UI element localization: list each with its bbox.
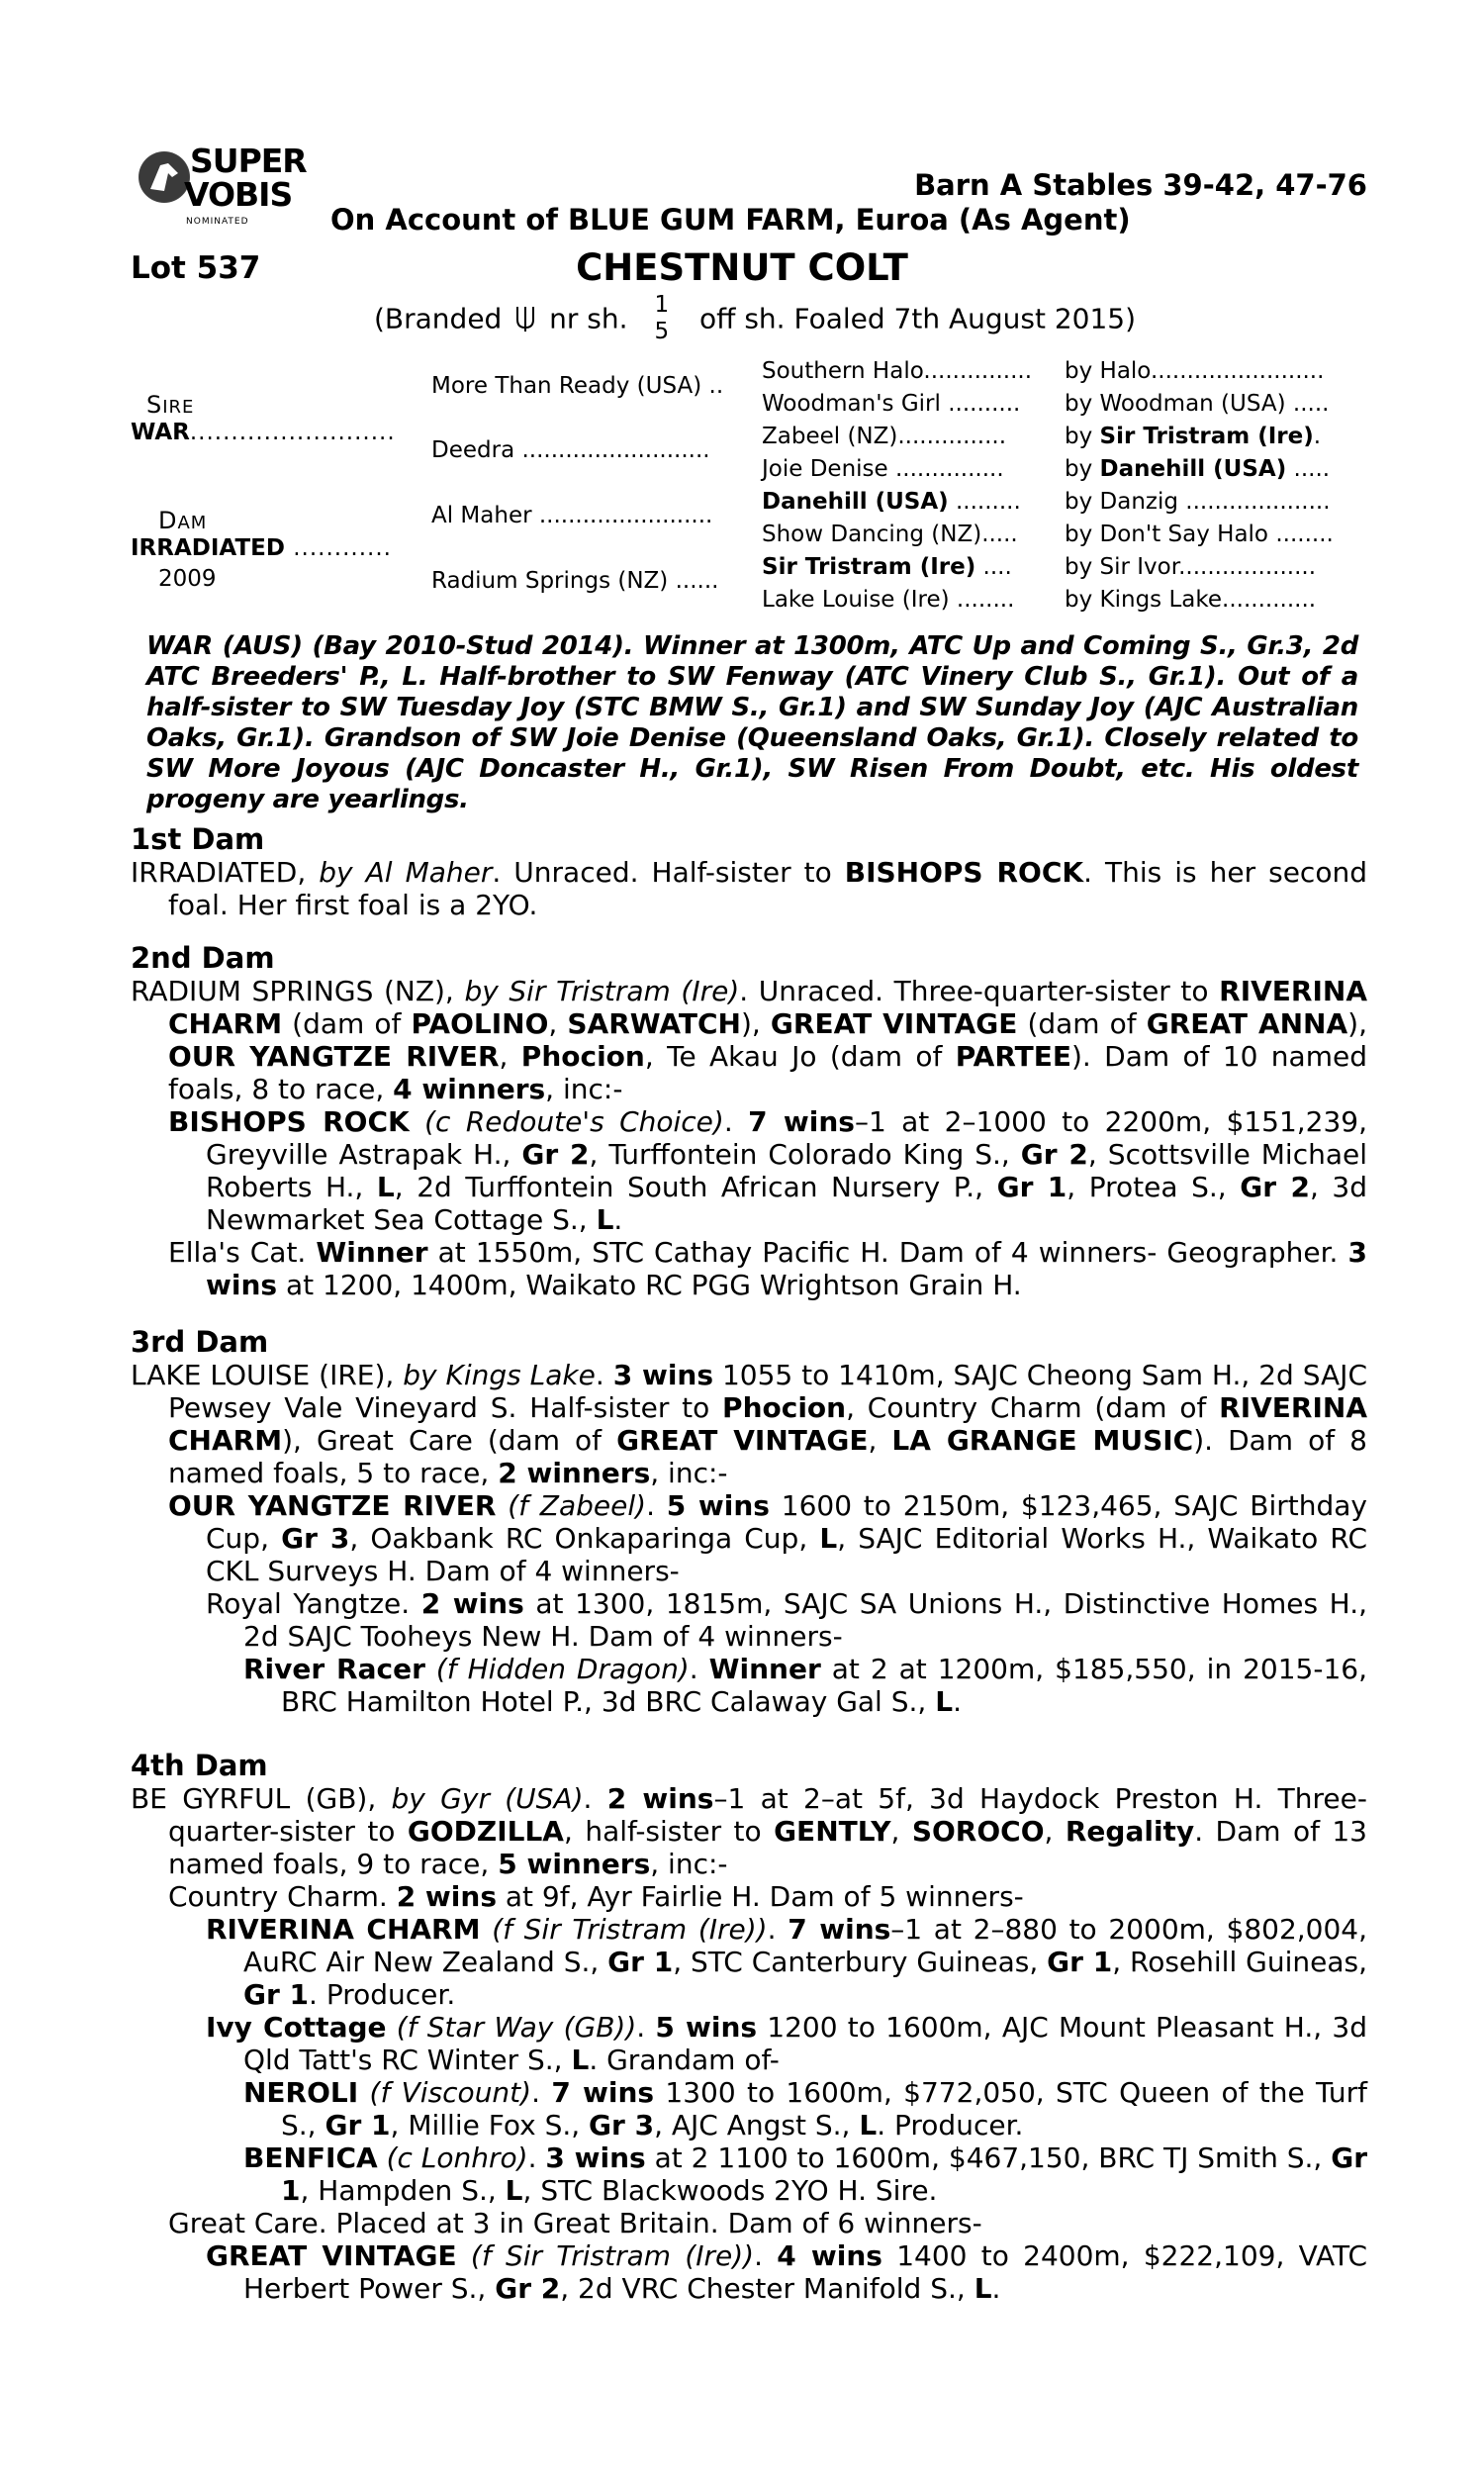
gen3-item: Lake Louise (Ire) ........ bbox=[762, 587, 1015, 613]
brand-post: off sh. Foaled 7th August 2015) bbox=[699, 302, 1137, 335]
gen3-item: Show Dancing (NZ)..... bbox=[762, 522, 1018, 547]
dam-label: DAM bbox=[158, 507, 208, 534]
gen2-item: Radium Springs (NZ) ...... bbox=[431, 568, 719, 594]
gen3-item: Zabeel (NZ)............... bbox=[762, 424, 1007, 449]
gen3-item: Sir Tristram (Ire) .... bbox=[762, 554, 1012, 580]
gen2-item: Al Maher ........................ bbox=[431, 503, 713, 528]
logo-word-vobis: VOBIS bbox=[184, 175, 293, 214]
gen4-item: by Danzig .................... bbox=[1065, 489, 1331, 515]
gen3-item: Southern Halo............... bbox=[762, 358, 1033, 384]
progeny-paragraph: BISHOPS ROCK (c Redoute's Choice). 7 wins–1 at 2–1000 to 2200m, $151,239, Greyville Astrapak H., Gr 2, Turffontein Colorado King S., Gr 2, Scottsville Michael Roberts H., L, 2d Turffontein South African Nursery P., Gr 1, Protea S., Gr 2, 3d Newmarket Sea Cottage S., L. bbox=[168, 1105, 1368, 1236]
gen4-item: by Woodman (USA) ..... bbox=[1065, 391, 1330, 417]
super-vobis-logo bbox=[139, 142, 307, 238]
sire-label: SIRE bbox=[146, 391, 195, 419]
gen4-item: by Danehill (USA) ..... bbox=[1065, 456, 1331, 482]
brand-fraction bbox=[654, 292, 669, 345]
horse-head-icon bbox=[139, 151, 190, 203]
progeny-paragraph: River Racer (f Hidden Dragon). Winner at 2 at 1200m, $185,550, in 2015-16, BRC Hamilton Hotel P., 3d BRC Calaway Gal S., L. bbox=[243, 1653, 1367, 1718]
gen4-item: by Halo........................ bbox=[1065, 358, 1325, 384]
sire-name: WAR......................... bbox=[131, 420, 396, 445]
fraction-numerator: 1 bbox=[654, 292, 670, 318]
gen4-item: by Sir Ivor................... bbox=[1065, 554, 1317, 580]
gen4-item: by Kings Lake............. bbox=[1065, 587, 1317, 613]
dam-paragraph: IRRADIATED, by Al Maher. Unraced. Half-sister to BISHOPS ROCK. This is her second foal. Her first foal is a 2YO. bbox=[131, 856, 1367, 921]
gen4-item: by Don't Say Halo ........ bbox=[1065, 522, 1334, 547]
sire-notes: WAR (AUS) (Bay 2010-Stud 2014). Winner at 1300m, ATC Up and Coming S., Gr.3, 2d ATC Breeders' P., L. Half-brother to SW Fenway (ATC Vinery Club S., Gr.1). Out of a half-sister to SW Tuesday Joy (STC BMW S., Gr.1) and SW Sunday Joy (AJC Australian Oaks, Gr.1). Grandson of SW Joie Denise (Queensland Oaks, Gr.1). Closely related to SW More Joyous (AJC Doncaster H., Gr.1), SW Risen From Doubt, etc. His oldest progeny are yearlings. bbox=[146, 631, 1358, 814]
dam-year: 2009 bbox=[158, 566, 217, 592]
section-heading: 4th Dam bbox=[131, 1749, 268, 1782]
gen4-item: by Sir Tristram (Ire). bbox=[1065, 424, 1322, 449]
progeny-paragraph: Ivy Cottage (f Star Way (GB)). 5 wins 1200 to 1600m, AJC Mount Pleasant H., 3d Qld Tatt's RC Winter S., L. Grandam of- bbox=[206, 2011, 1367, 2076]
progeny-paragraph: RIVERINA CHARM (f Sir Tristram (Ire)). 7 wins–1 at 2–880 to 2000m, $802,004, AuRC Air New Zealand S., Gr 1, STC Canterbury Guineas, Gr 1, Rosehill Guineas, Gr 1. Producer. bbox=[206, 1913, 1368, 2011]
progeny-paragraph: Ella's Cat. Winner at 1550m, STC Cathay Pacific H. Dam of 4 winners- Geographer. 3 wins at 1200, 1400m, Waikato RC PGG Wrightson Grain H. bbox=[168, 1236, 1367, 1301]
gen3-item: Joie Denise ............... bbox=[762, 456, 1004, 482]
lot-title: CHESTNUT COLT bbox=[576, 246, 908, 289]
section-heading: 1st Dam bbox=[131, 822, 265, 856]
fraction-denominator: 5 bbox=[654, 319, 670, 344]
dam-name: IRRADIATED ............ bbox=[131, 535, 392, 561]
section-heading: 2nd Dam bbox=[131, 941, 275, 975]
dam-paragraph: RADIUM SPRINGS (NZ), by Sir Tristram (Ire). Unraced. Three-quarter-sister to RIVERINA CHARM (dam of PAOLINO, SARWATCH), GREAT VINTAGE (dam of GREAT ANNA), OUR YANGTZE RIVER, Phocion, Te Akau Jo (dam of PARTEE). Dam of 10 named foals, 8 to race, 4 winners, inc:- bbox=[131, 975, 1368, 1105]
progeny-paragraph: Royal Yangtze. 2 wins at 1300, 1815m, SAJC SA Unions H., Distinctive Homes H., 2d SAJC Tooheys New H. Dam of 4 winners- bbox=[206, 1587, 1368, 1653]
brand-pre: (Branded bbox=[374, 302, 503, 335]
brand-mark-icon bbox=[514, 304, 536, 333]
fourth-dam-section bbox=[131, 1750, 1367, 2305]
gen2-item: Deedra .......................... bbox=[431, 437, 710, 463]
first-dam-section bbox=[131, 823, 1367, 921]
lot-number: Lot 537 bbox=[131, 250, 261, 286]
progeny-paragraph: Great Care. Placed at 3 in Great Britain. Dam of 6 winners- bbox=[168, 2207, 982, 2239]
progeny-paragraph: GREAT VINTAGE (f Sir Tristram (Ire)). 4 wins 1400 to 2400m, $222,109, VATC Herbert Power S., Gr 2, 2d VRC Chester Manifold S., L. bbox=[206, 2239, 1367, 2305]
dam-paragraph: BE GYRFUL (GB), by Gyr (USA). 2 wins–1 at 2–at 5f, 3d Haydock Preston H. Three-quarter-sister to GODZILLA, half-sister to GENTLY, SOROCO, Regality. Dam of 13 named foals, 9 to race, 5 winners, inc:- bbox=[131, 1782, 1367, 1880]
dam-paragraph: LAKE LOUISE (IRE), by Kings Lake. 3 wins 1055 to 1410m, SAJC Cheong Sam H., 2d SAJC Pewsey Vale Vineyard S. Half-sister to Phocion, Country Charm (dam of RIVERINA CHARM), Great Care (dam of GREAT VINTAGE, LA GRANGE MUSIC). Dam of 8 named foals, 5 to race, 2 winners, inc:- bbox=[131, 1359, 1367, 1489]
progeny-paragraph: BENFICA (c Lonhro). 3 wins at 2 1100 to 1600m, $467,150, BRC TJ Smith S., Gr 1, Hampden S., L, STC Blackwoods 2YO H. Sire. bbox=[243, 2141, 1368, 2207]
brand-mid: nr sh. bbox=[549, 302, 628, 335]
brand-line bbox=[374, 292, 1136, 351]
second-dam-section bbox=[131, 942, 1367, 1301]
progeny-paragraph: OUR YANGTZE RIVER (f Zabeel). 5 wins 1600 to 2150m, $123,465, SAJC Birthday Cup, Gr 3, Oakbank RC Onkaparinga Cup, L, SAJC Editorial Works H., Waikato RC CKL Surveys H. Dam of 4 winners- bbox=[168, 1489, 1367, 1587]
progeny-paragraph: NEROLI (f Viscount). 7 wins 1300 to 1600m, $772,050, STC Queen of the Turf S., Gr 1, Millie Fox S., Gr 3, AJC Angst S., L. Producer. bbox=[243, 2076, 1368, 2141]
gen3-item: Danehill (USA) ......... bbox=[762, 489, 1021, 515]
logo-word-super: SUPER bbox=[190, 142, 307, 180]
section-heading: 3rd Dam bbox=[131, 1325, 269, 1359]
logo-word-nominated: NOMINATED bbox=[186, 217, 249, 227]
gen2-item: More Than Ready (USA) .. bbox=[431, 373, 724, 399]
barn-location: Barn A Stables 39-42, 47-76 bbox=[914, 168, 1367, 202]
progeny-paragraph: Country Charm. 2 wins at 9f, Ayr Fairlie H. Dam of 5 winners- bbox=[168, 1880, 1024, 1913]
gen3-item: Woodman's Girl .......... bbox=[762, 391, 1021, 417]
vendor-account: On Account of BLUE GUM FARM, Euroa (As Agent) bbox=[330, 203, 1131, 237]
third-dam-section bbox=[131, 1326, 1367, 1718]
